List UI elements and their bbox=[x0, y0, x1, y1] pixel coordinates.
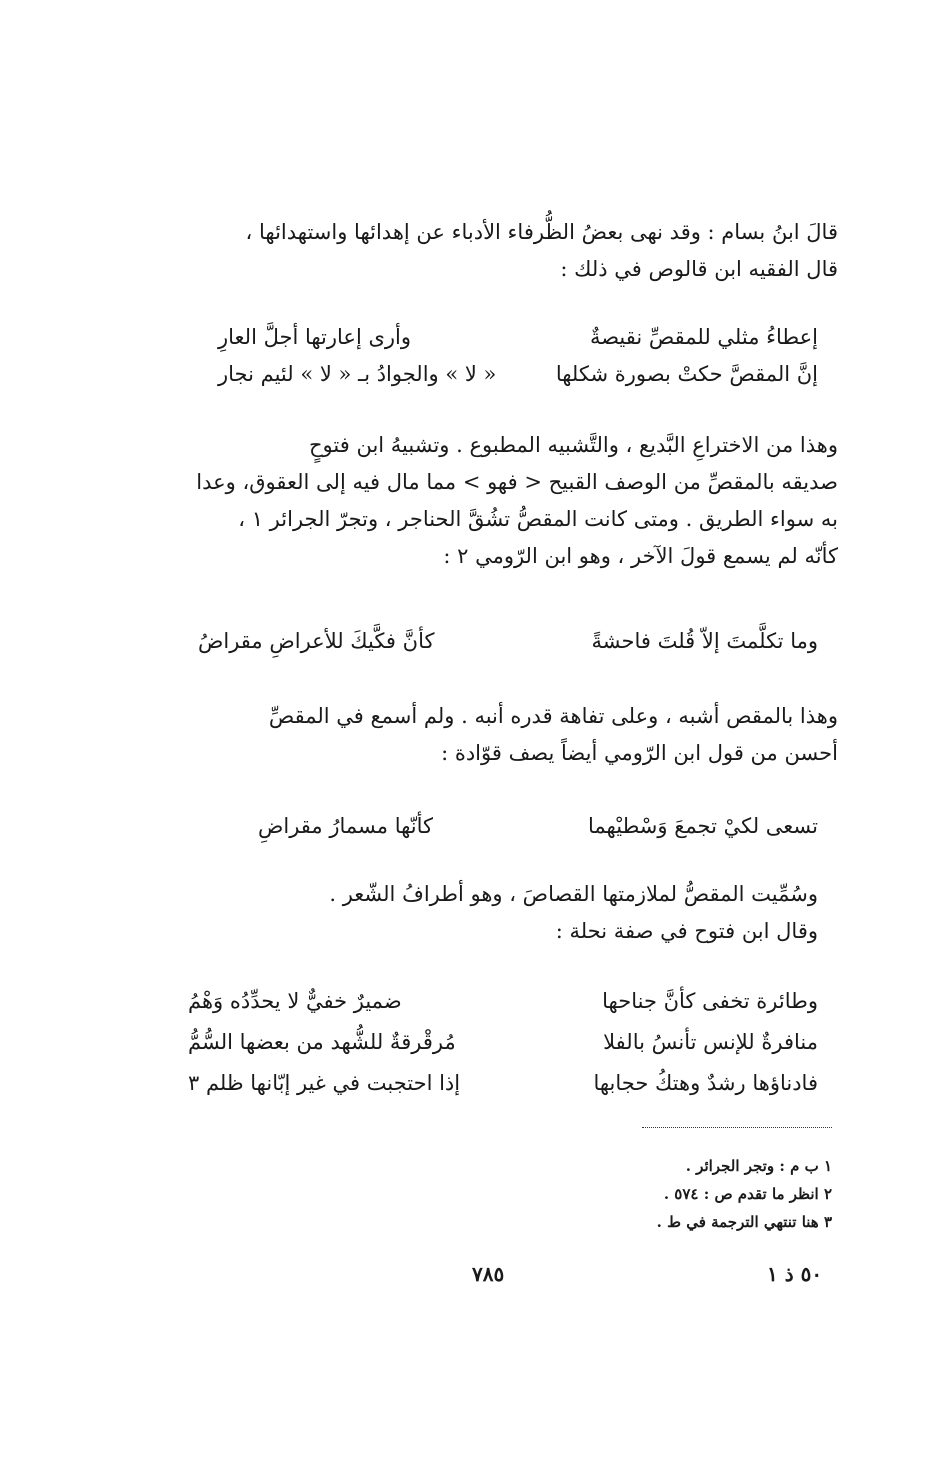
verse-hemistich: تسعى لكيْ تجمعَ وَسْطيْهما bbox=[588, 814, 818, 838]
footnotes bbox=[332, 1152, 832, 1236]
verse-hemistich: إنَّ المقصَّ حكتْ بصورة شكلها bbox=[555, 362, 818, 386]
verse-line bbox=[218, 356, 818, 393]
verse-hemistich: منافرةٌ للإنس تأنسُ بالفلا bbox=[603, 1030, 818, 1054]
footnote: ٣ هنا تنتهي الترجمة في ط . bbox=[656, 1213, 832, 1231]
verse-line bbox=[258, 808, 818, 845]
printer-signature: ٥٠ ذ ١ bbox=[767, 1262, 823, 1286]
verse-hemistich: كأنَّ فكَّيكَ للأعراضِ مقراضُ bbox=[198, 629, 435, 653]
text-line: وسُمِّيت المقصُّ لملازمتها القصاصَ ، وهو أطرافُ الشّعر . bbox=[329, 882, 818, 906]
verse-hemistich: مُرقْرقةٌ للشُّهد من بعضها السُّمُّ bbox=[188, 1030, 456, 1054]
text-line: قالَ ابنُ بسام : وقد نهى بعضُ الظُّرفاء الأدباء عن إهدائها واستهدائها ، bbox=[245, 220, 838, 244]
footnote-separator bbox=[642, 1127, 832, 1128]
text-line: كأنّه لم يسمع قولَ الآخر ، وهو ابن الرّومي ٢ : bbox=[443, 544, 838, 568]
verse-hemistich: كأنّها مسمارُ مقراضِ bbox=[258, 814, 434, 838]
page-number: ٧٨٥ bbox=[472, 1262, 505, 1286]
text-line: وهذا بالمقص أشبه ، وعلى تفاهة قدره أنبه . ولم أسمع في المقصِّ bbox=[268, 704, 838, 728]
verse-line bbox=[188, 1065, 818, 1102]
verse-hemistich: ضميرٌ خفيٌّ لا يحدِّدُه وَهْمُ bbox=[188, 989, 402, 1013]
text-line: قال الفقيه ابن قالوص في ذلك : bbox=[560, 257, 838, 281]
verse-hemistich: وأرى إعارتها أجلَّ العارِ bbox=[218, 325, 412, 349]
verse-line bbox=[188, 983, 818, 1020]
paragraph-ibn-futuh bbox=[148, 427, 838, 575]
footnote: ٢ انظر ما تقدم ص : ٥٧٤ . bbox=[663, 1185, 832, 1203]
paragraph-ibn-rumi bbox=[148, 698, 838, 772]
text-line: أحسن من قول ابن الرّومي أيضاً يصف قوّادة : bbox=[441, 741, 838, 765]
verse-hemistich: وما تكلَّمتَ إلاّ قُلتَ فاحشةً bbox=[591, 629, 818, 653]
text-line: به سواء الطريق . ومتى كانت المقصُّ تشُقَّ الحناجر ، وتجرّ الجرائر ١ ، bbox=[238, 507, 838, 531]
footnote: ١ ب م : وتجر الجرائر . bbox=[685, 1157, 832, 1175]
verse-line bbox=[198, 623, 818, 660]
verse-hemistich: إذا احتجبت في غير إبّانها ظلم ٣ bbox=[188, 1071, 461, 1095]
text-line: وهذا من الاختراعِ البَّديع ، والتَّشبيه المطبوع . وتشبيهُ ابن فتوحٍ bbox=[309, 433, 838, 457]
verse-hemistich: « لا » والجوادُ بـ « لا » لئيم نجار bbox=[218, 362, 497, 386]
text-line: صديقه بالمقصِّ من الوصف القبيح < فهو > مما مال فيه إلى العقوق، وعدا bbox=[196, 470, 838, 494]
text-line: وقال ابن فتوح في صفة نحلة : bbox=[555, 919, 818, 943]
verse-hemistich: إعطاءُ مثلي للمقصِّ نقيصةٌ bbox=[589, 325, 818, 349]
verse-hemistich: فادناؤها رشدٌ وهتكُ حجابها bbox=[593, 1071, 818, 1095]
verse-line bbox=[188, 1024, 818, 1061]
verse-hemistich: وطائرة تخفى كأنَّ جناحها bbox=[602, 989, 818, 1013]
paragraph-intro bbox=[148, 214, 838, 288]
verse-line bbox=[218, 319, 818, 356]
paragraph-naming bbox=[148, 876, 818, 950]
